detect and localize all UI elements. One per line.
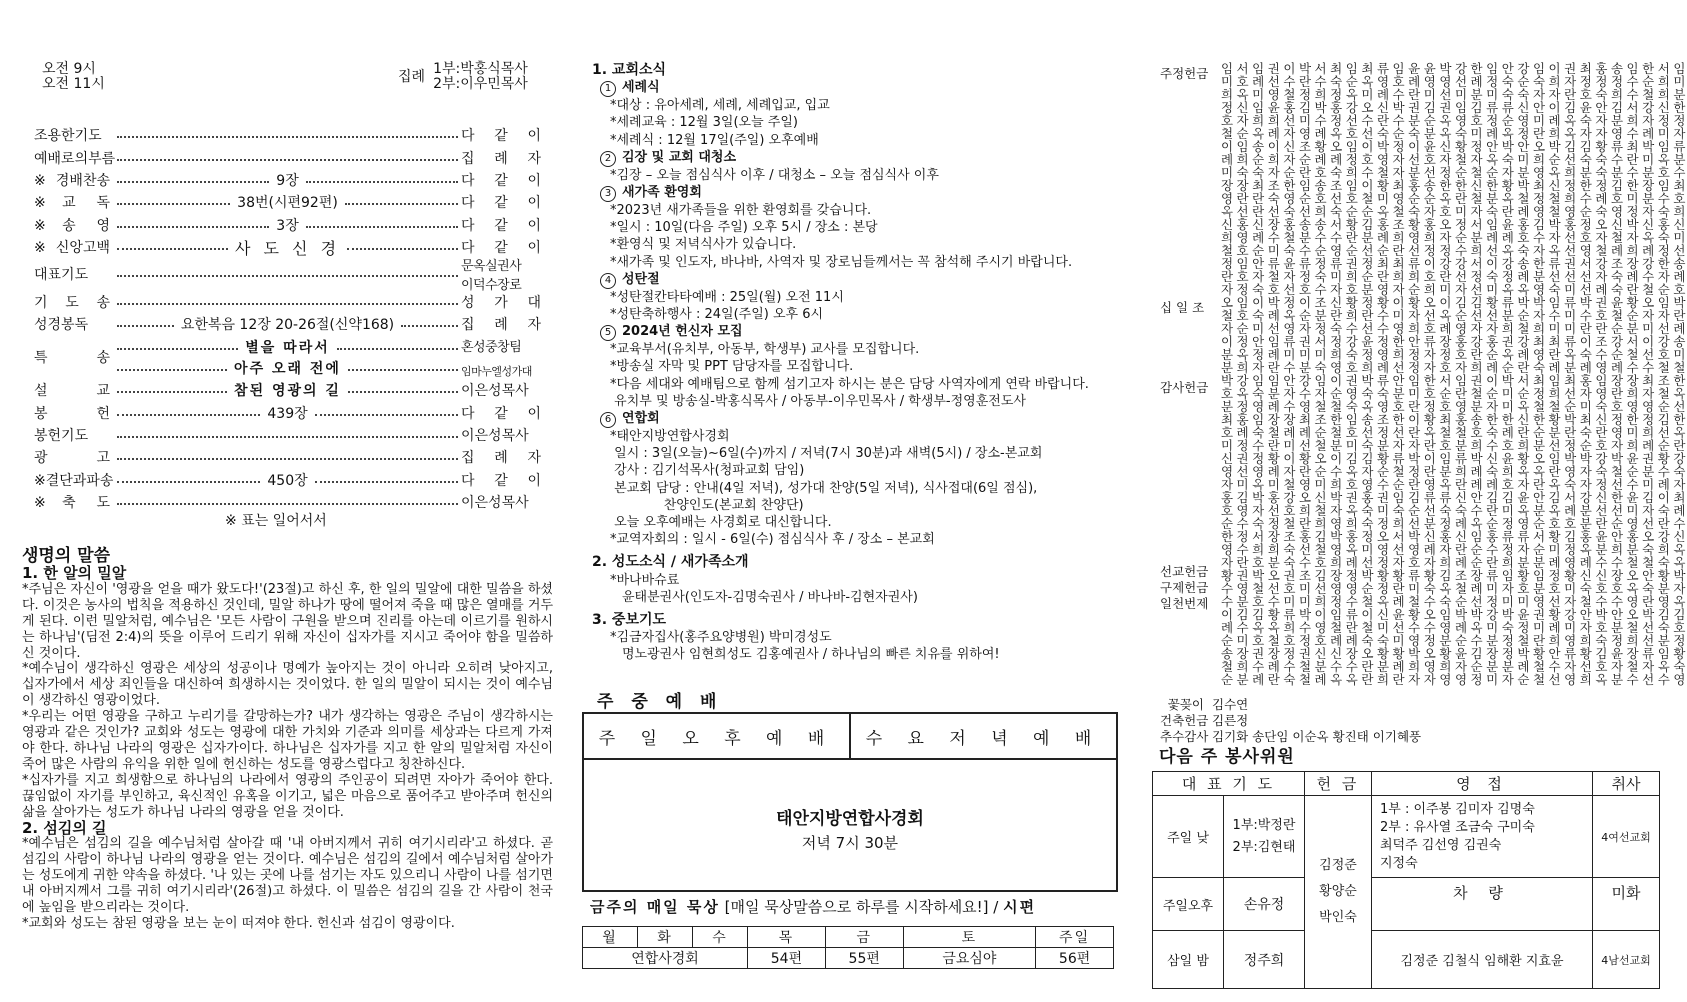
donor-name-column: 임 정 미 류 정 례 안 옥 순 한 분 숙 임 례 선 이 숙 미 황 선 자 홍 순 례 이 순 자 한 숙 수 신 숙 례 김 란 순 홍 수 란 류 미 정 강 미 분 장 분 미 bbox=[1486, 61, 1499, 687]
service-time-first: 오전 9시 bbox=[42, 61, 96, 77]
sermon-paragraph: *십자가를 지고 희생함으로 하나님의 나라에서 영광의 주인공이 되려면 자아가 죽어야 한다. 끊임없이 자기를 부인하고, 육신적인 유혹을 이기고, 넓은 마음으로 품어주고 받아주며 헌신의 삶을 살아가는 성도가 하나님 나라의 영광을 얻을 것이다. bbox=[22, 772, 553, 820]
vol-greet: 1부 : 이주봉 김미자 김명숙 2부 : 유사열 조금숙 구미숙 최덕주 김선영 김권숙 지정숙 bbox=[1372, 796, 1593, 878]
order-leader-line bbox=[114, 157, 461, 159]
news-line: *2023년 새가족들을 위한 환영회를 갖습니다. bbox=[610, 203, 872, 219]
news-line: *교역자회의 : 일시 - 6일(수) 점심식사 후 / 장소 – 본교회 bbox=[610, 532, 935, 548]
order-row bbox=[34, 214, 541, 236]
building-names: 김른정 bbox=[1212, 713, 1249, 728]
meditation-day: 월 bbox=[583, 927, 638, 948]
order-person: 집 례 자 bbox=[461, 150, 541, 167]
order-leader-line bbox=[114, 134, 461, 136]
order-row bbox=[34, 424, 541, 446]
order-leader-line bbox=[114, 403, 461, 423]
donor-name-column: 한 례 분 김 호 미 정 자 철 신 철 자 서 분 희 서 정 선 김 선 자 강 란 희 권 철 분 송 호 희 박 례 례 안 수 옥 임 순 순 장 례 선 박 옥 수 김 순 정 bbox=[1470, 61, 1483, 687]
order-person-1: 문옥실권사 bbox=[461, 259, 522, 275]
order-leader-line bbox=[114, 314, 461, 334]
news-item-head bbox=[600, 79, 1132, 97]
news2-line: 윤태분권사(인도자-김명숙권사 / 바나바-김현자권사) bbox=[622, 589, 918, 605]
sunday-afternoon-header: 주 일 오 후 예 배 bbox=[584, 714, 851, 758]
donor-name-column: 이 수 철 홍 선 자 신 자 순 한 영 숙 홍 철 숙 윤 자 선 정 옥 영 류 미 수 안 자 수 장 례 미 이 자 철 강 호 철 조 숙 숙 권 호 미 류 희 호 정 수 숙 bbox=[1283, 61, 1296, 687]
news-item-head bbox=[600, 410, 1132, 428]
vol-offering-names: 김정준 황양순 박인숙 bbox=[1305, 796, 1372, 989]
meditation-table bbox=[582, 926, 1114, 969]
order-leader-line bbox=[114, 236, 461, 259]
donor-name-column: 권 자 란 김 옥 옥 김 선 희 정 희 영 홍 선 선 권 선 미 류 미 미 류 옥 분 최 선 순 박 란 정 박 영 숙 서 례 호 김 정 영 황 미 자 강 미 영 류 자 영 bbox=[1564, 61, 1577, 687]
news-item-head bbox=[600, 271, 1132, 289]
news-line: *대상 : 유아세례, 세례, 세례입교, 입교 bbox=[610, 98, 830, 114]
wednesday-evening-header: 수 요 저 녁 예 배 bbox=[865, 728, 1102, 749]
news-line: *교육부서(유치부, 아동부, 학생부) 교사를 모집합니다. bbox=[610, 342, 920, 358]
news-item-number: 6 bbox=[600, 412, 616, 428]
news-item-head bbox=[600, 323, 1132, 341]
weekday-service-box bbox=[582, 712, 1118, 892]
news-title: 1. 교회소식 bbox=[592, 62, 667, 78]
order-content: 아주 오래 전에 bbox=[234, 360, 341, 377]
vol-head-pray: 대 표 기 도 bbox=[1153, 772, 1305, 796]
news-item-number: 3 bbox=[600, 186, 616, 202]
order-content: 38번(시편92편) bbox=[237, 195, 338, 212]
order-row bbox=[34, 290, 541, 312]
order-person: 다 같 이 bbox=[461, 472, 541, 489]
donor-name-column: 송 정 희 김 분 영 류 수 분 김 호 영 신 철 례 조 숙 숙 윤 철 순 강 순 례 장 란 호 정 영 자 박 철 선 한 선 순 안 희 수 장 호 수 안 분 정 윤 자 분 bbox=[1610, 61, 1624, 687]
donor-name-column: 강 선 미 임 영 숙 황 철 순 한 란 미 정 순 수 강 선 자 김 순 영 홍 호 자 임 란 영 홍 철 분 류 희 란 신 숙 례 신 란 례 조 철 순 박 례 순 윤 자 영 bbox=[1454, 61, 1468, 687]
order-label: ※교 독 bbox=[34, 195, 110, 212]
order-label: ※축 도 bbox=[34, 495, 110, 512]
donor-name-column: 임 호 수 박 수 순 정 자 자 최 영 철 조 희 란 최 희 자 이 미 영 한 희 선 안 분 호 한 선 자 류 철 순 임 숙 희 서 선 자 황 란 례 윤 선 미 황 례 란 bbox=[1392, 61, 1405, 687]
flower-names: 김수연 bbox=[1212, 697, 1249, 712]
sermon-paragraph: *교회와 성도는 참된 영광을 보는 눈이 떠져야 한다. 헌신과 섬김이 영광이다. bbox=[22, 915, 455, 931]
news-item-title: 성탄절 bbox=[622, 271, 660, 287]
donor-name-column: 홍 정 숙 안 자 자 황 숙 숙 정 례 숙 오 자 철 강 자 례 권 호 란 조 수 영 임 영 숙 신 란 호 강 숙 정 신 선 란 윤 분 수 신 호 수 박 호 숙 김 호 옥 bbox=[1595, 61, 1608, 687]
order-row bbox=[34, 402, 541, 424]
vol-head-offering: 헌 금 bbox=[1305, 772, 1372, 796]
order-content: 450장 bbox=[267, 472, 308, 489]
order-person-1: 혼성중창팀 bbox=[461, 339, 522, 355]
vol-car-head: 차 량 bbox=[1372, 878, 1593, 931]
meditation-val-1: 54편 bbox=[748, 948, 826, 969]
order-note: ※ 표는 일어서서 bbox=[225, 513, 327, 529]
order-content: 사 도 신 경 bbox=[234, 238, 341, 258]
service-time-second: 오전 11시 bbox=[42, 76, 105, 92]
order-row bbox=[34, 146, 541, 168]
order-leader-line bbox=[114, 470, 461, 490]
sermon-paragraph: *주님은 자신이 '영광을 얻을 때가 왔도다!'(23절)고 하신 후, 한 일의 밀알에 대한 밀씀을 하셨다. 이것은 농사의 법칙을 적용하신 것인데, 밀알 하나가 땅에 떨어져 죽을 때 많은 열매를 거두게 된다. 이런 밀알처럼, 예수님은 '모든 사람이 구원을 받으며 진리를 아는데 이르기를 원하시는 하나님'(딤전 2:4)의 뜻을 이루어 드리기 위해 자신이 십자가를 지시고 죽어야 함을 밀씀하신 것이다. bbox=[22, 581, 553, 661]
donor-name-column: 박 란 정 김 미 영 조 순 란 임 순 선 송 분 수 류 정 호 이 순 자 권 미 분 강 수 영 최 례 선 황 란 영 오 희 란 홍 선 수 조 미 미 박 수 정 권 철 철 bbox=[1298, 61, 1312, 687]
offering-label: 십 일 조 bbox=[1160, 300, 1205, 315]
order-person: 다 같 이 bbox=[461, 405, 541, 422]
donor-name-column: 서 희 희 신 정 미 임 옥 호 임 수 숙 홍 숙 정 한 자 순 임 자 선 강 호 철 조 철 순 김 선 순 황 수 례 이 숙 란 강 희 숙 황 분 영 김 숙 분 임 옥 수 bbox=[1657, 61, 1670, 687]
service-leaders bbox=[398, 62, 528, 92]
order-person: 다 같 이 bbox=[461, 240, 541, 257]
donor-name-column: 류 영 례 신 란 숙 박 영 철 황 미 옥 홍 례 순 최 란 영 황 수 수 정 영 례 류 숙 영 조 정 분 황 순 수 권 미 정 오 영 정 황 정 옥 신 미 숙 황 분 희 bbox=[1376, 61, 1390, 687]
offering-label: 선교헌금 bbox=[1160, 564, 1209, 579]
volunteers-table bbox=[1152, 771, 1660, 989]
offering-label: 주정헌금 bbox=[1160, 66, 1209, 81]
donor-name-column: 임 순 옥 강 선 호 임 정 희 임 호 순 황 란 순 권 희 호 황 희 수 강 숙 호 권 영 숙 임 호 미 김 옥 호 권 옥 희 홍 옥 례 정 영 수 류 란 례 장 수 옥 bbox=[1345, 61, 1358, 687]
vol-cook: 4여선교회 bbox=[1593, 796, 1660, 878]
order-leader-line bbox=[114, 273, 461, 275]
order-content: 9장 bbox=[276, 172, 299, 189]
news-item-number: 1 bbox=[600, 81, 616, 97]
sermon-paragraph: *예수님이 생각하신 영광은 세상의 성공이나 명예가 높아지는 것이 아니라 오히려 낮아지고, 십자가에서 세상 죄인들을 대신하여 희생하시는 것이었다. 한 일의 밀알이 되시는 것이 예수님이 생각하신 영광이었다. bbox=[22, 661, 553, 709]
meditation-line bbox=[590, 896, 1036, 917]
leader-first: 1부:박홍식목사 bbox=[433, 61, 528, 77]
news-line: *새가족 및 인도자, 바나바, 사역자 및 장로님들께서는 꼭 참석해 주시기 바랍니다. bbox=[610, 254, 1073, 270]
news-line: *태안지방연합사경회 bbox=[610, 429, 730, 445]
order-leader-line bbox=[114, 501, 461, 503]
donor-name-column: 서 호 옥 신 자 순 임 희 숙 장 란 선 홍 영 호 임 호 정 임 호 순 정 옥 희 강 옥 정 홍 례 정 권 선 미 김 영 수 정 수 란 권 영 분 김 수 미 장 희 분 bbox=[1236, 61, 1249, 687]
vol-head-greet: 영 접 bbox=[1372, 772, 1593, 796]
week-title: 주 중 예 배 bbox=[597, 692, 723, 712]
offering-label: 일천번제 bbox=[1160, 596, 1209, 611]
order-leader-line bbox=[114, 380, 461, 400]
order-leader-line bbox=[114, 215, 461, 235]
donor-name-column: 임 수 수 서 희 수 최 란 수 한 미 정 박 자 희 장 례 란 황 순 분 서 철 수 장 희 영 한 미 희 윤 순 수 윤 미 영 홍 분 철 오 옥 영 오 철 희 장 철 수 bbox=[1626, 61, 1639, 687]
event-time: 저녁 7시 30분 bbox=[801, 834, 899, 852]
order-person: 다 같 이 bbox=[461, 217, 541, 234]
sermon-section-head: 1. 한 알의 밀알 bbox=[22, 564, 127, 582]
vol-pray-sunday: 1부:박정란 2부:김현태 bbox=[1224, 796, 1305, 878]
meditation-book: 시편 bbox=[1003, 898, 1037, 916]
news-item-title: 세례식 bbox=[622, 80, 660, 96]
donor-name-column: 최 옥 미 오 수 선 이 호 수 이 철 순 김 분 선 정 순 분 정 란 선 윤 정 희 박 숙 옥 송 선 숙 김 자 영 홍 숙 숙 정 미 선 박 순 철 이 철 숙 오 란 란 bbox=[1361, 61, 1374, 687]
order-row bbox=[34, 124, 541, 146]
vol-car-names: 김정준 김철식 임해환 지효윤 bbox=[1372, 931, 1593, 989]
service-times bbox=[42, 62, 105, 92]
order-person: 이은성목사 bbox=[461, 428, 529, 445]
order-label: 설 교 bbox=[34, 383, 110, 400]
sermon-paragraph: *예수님은 섬김의 길을 예수님처럼 살아갈 때 '내 아버지께서 귀히 여기시리라'고 하셨다. 곧 섬김의 사람이 하나님 나라의 영광을 얻는 것이다. 예수님은 섬김의 길에서 예수님처럼 살아가는 성도에게 귀한 약속을 하셨다. '나 있는 곳에 나를 섬기는 자도 있으리니 사람이 나를 섬기면 내 아버지께서 그를 귀히 여기시리라'(26절)고 하셨다. 이 밀씀은 섬김의 길을 간 사람이 천국에 높임을 받으리라는 것이다. bbox=[22, 836, 553, 916]
order-content: 3장 bbox=[276, 217, 299, 234]
news-line: *세례교육 : 12월 3일(오늘 주일) bbox=[610, 115, 798, 131]
donor-name-column: 윤 영 미 김 순 분 윤 호 선 송 순 자 홍 희 정 이 호 희 오 선 호 류 자 자 한 호 정 황 옥 란 이 란 영 류 선 분 신 례 자 황 숙 수 오 수 정 오 영 자 bbox=[1423, 61, 1436, 687]
news-line: 유치부 및 방송실-박홍식목사 / 아동부-이우민목사 / 학생부-정영훈전도사 bbox=[610, 393, 1026, 409]
news-item-number: 4 bbox=[600, 273, 616, 289]
vol-mihwa-head: 미화 bbox=[1593, 878, 1660, 931]
leader-label: 집례 bbox=[398, 68, 426, 85]
harvest-names: 김기화 송단임 이순옥 황진태 이기혜풍 bbox=[1212, 729, 1422, 744]
offering-label: 구제헌금 bbox=[1160, 580, 1209, 595]
donor-name-column: 최 숙 정 홍 정 옥 오 례 숙 조 선 숙 서 수 영 류 미 자 신 란 숙 정 희 영 이 순 철 한 철 분 이 수 희 박 자 영 박 영 희 장 영 정 임 철 례 신 수 옥 bbox=[1330, 61, 1343, 687]
order-content: 요한복음 12장 20-26절(신약168) bbox=[180, 316, 395, 333]
sermon-section-head: 2. 섬김의 길 bbox=[22, 818, 107, 837]
order-label: 기 도 송 bbox=[34, 294, 110, 311]
news3-line: *김금자집사(홍주요양병원) 박미경성도 bbox=[610, 630, 832, 646]
news-line: *일시 : 10일(다음 주일) 오후 5시 / 장소 : 본당 bbox=[610, 220, 878, 236]
sermon-body bbox=[22, 566, 553, 932]
order-row bbox=[34, 379, 541, 401]
news-line: *성탄절칸타타예배 : 25일(월) 오전 11시 bbox=[610, 289, 844, 305]
vol-row-afternoon: 주일오후 bbox=[1153, 878, 1224, 931]
order-label: 봉 헌 bbox=[34, 405, 110, 422]
order-leader-line bbox=[114, 456, 461, 458]
news3-title: 3. 중보기도 bbox=[592, 612, 667, 629]
donor-name-column: 윤 례 란 권 분 숙 이 선 분 홍 순 숙 황 영 선 류 희 순 황 자 희 안 정 정 임 미 란 이 란 자 박 정 란 김 순 선 박 영 호 류 미 철 황 수 영 박 희 자 bbox=[1408, 61, 1421, 687]
order-label: 광 고 bbox=[34, 450, 110, 467]
order-person-2: 임마누엘성가대 bbox=[461, 364, 532, 378]
donor-name-column: 한 순 철 강 자 례 박 미 분 장 분 자 신 옥 례 강 수 철 오 자 미 이 선 수 최 자 영 정 희 례 권 분 미 김 자 선 오 숙 철 안 숙 란 박 선 선 류 자 선 bbox=[1642, 61, 1655, 687]
offering-label: 건축헌금 bbox=[1160, 713, 1209, 728]
donor-name-column: 안 숙 숙 류 순 옥 박 숙 자 황 옥 란 윤 례 옥 강 정 옥 류 분 희 권 옥 순 박 미 미 한 례 호 윤 희 호 김 미 정 류 정 희 임 자 미 박 숙 정 정 분 자 bbox=[1501, 61, 1514, 687]
event-name: 태안지방연합사경회 bbox=[776, 809, 924, 829]
offering-label: 감사헌금 bbox=[1160, 380, 1209, 395]
news-item-number: 5 bbox=[600, 325, 616, 341]
order-content: 참된 영광의 길 bbox=[234, 383, 341, 400]
news2-title: 2. 성도소식 / 새가족소개 bbox=[592, 554, 749, 571]
news-item-number: 2 bbox=[600, 151, 616, 167]
donor-name-column: 임 미 분 한 정 자 류 분 수 최 호 희 신 미 선 송 례 호 박 란 례 송 미 철 한 옥 선 한 옥 란 강 숙 자 최 례 수 신 옥 옥 박 자 옥 김 호 정 황 숙 영 bbox=[1673, 61, 1686, 687]
order-person: 집 례 자 bbox=[461, 316, 541, 333]
order-of-worship bbox=[34, 124, 541, 513]
vol-row-wednesday: 삼일 밤 bbox=[1153, 931, 1224, 989]
meditation-day: 수 bbox=[693, 927, 748, 948]
news-line: *김장 – 오늘 점심식사 이후 / 대청소 – 오늘 점심식사 이후 bbox=[610, 167, 939, 183]
news-item-head bbox=[600, 149, 1132, 167]
order-content: 439장 bbox=[267, 405, 308, 422]
order-label: 조용한기도 bbox=[34, 128, 102, 145]
news-line: *다음 세대와 예배팀으로 함께 섬기고자 하시는 분은 담당 사역자에게 연락 바랍니다. bbox=[610, 376, 1089, 392]
news-line: 찬양인도(본교회 찬양단) bbox=[610, 497, 804, 513]
donor-name-column: 임 례 미 임 희 옥 송 순 숙 최 란 란 신 례 순 안 자 숙 이 숙 미 안 정 자 임 숙 영 임 숙 수 정 영 옥 박 자 숙 서 희 호 박 철 호 김 옥 호 권 수 례 bbox=[1252, 61, 1265, 687]
vol-head-cook: 취사 bbox=[1593, 772, 1660, 796]
news-item-head bbox=[600, 184, 1132, 202]
order-content: 별을 따라서 bbox=[245, 339, 330, 356]
news-line: 일시 : 3일(오늘)~6일(수)까지 / 저녁(7시 30분)과 새벽(5시) / 장소-본교회 bbox=[610, 446, 1043, 462]
order-person bbox=[461, 336, 541, 379]
order-label: ※신앙고백 bbox=[34, 240, 110, 257]
church-news bbox=[592, 62, 1132, 664]
offering-label: 꽃꽂이 bbox=[1167, 697, 1204, 712]
order-label: 성경봉독 bbox=[34, 316, 89, 333]
donor-name-column: 이 희 자 이 례 희 박 순 옥 신 철 철 박 자 옥 류 선 숙 임 수 미 최 란 례 임 희 철 황 분 선 임 란 옥 김 옥 호 황 미 례 정 호 선 황 례 희 안 수 선 bbox=[1548, 61, 1561, 687]
offering-label: 추수감사 bbox=[1160, 729, 1209, 744]
order-label: ※결단과파송 bbox=[34, 472, 114, 489]
news-item-title: 연합회 bbox=[622, 411, 660, 427]
order-row bbox=[34, 191, 541, 213]
news-item-title: 새가족 환영회 bbox=[622, 185, 702, 201]
meditation-day: 토 bbox=[903, 927, 1036, 948]
sermon-title: 생명의 말씀 bbox=[22, 546, 111, 566]
vol-pray-wednesday: 정주희 bbox=[1224, 931, 1305, 989]
order-leader-line bbox=[114, 434, 461, 436]
order-label: 봉헌기도 bbox=[34, 428, 89, 445]
donor-name-column: 서 수 희 박 수 례 황 례 호 송 호 희 송 수 순 정 숙 수 조 분 정 서 미 숙 임 자 철 조 순 철 오 순 미 신 철 희 김 철 호 김 선 희 이 영 호 신 분 례 bbox=[1314, 61, 1327, 687]
vol-pray-afternoon: 손유정 bbox=[1224, 878, 1305, 931]
order-label: ※경배찬송 bbox=[34, 172, 110, 189]
order-person: 성 가 대 bbox=[461, 294, 541, 311]
order-row bbox=[34, 258, 541, 294]
order-row bbox=[34, 313, 541, 335]
vol-row-sunday: 주일 낮 bbox=[1153, 796, 1224, 878]
vol-mihwa-val: 4남선교회 bbox=[1593, 931, 1660, 989]
meditation-hint: [매일 묵상말씀으로 하루를 시작하세요!] / bbox=[724, 898, 999, 916]
meditation-val-0: 연합사경회 bbox=[583, 948, 748, 969]
news3-line: 명노광권사 임현희성도 김홍예권사 / 하나님의 빠른 치유를 위하여! bbox=[622, 647, 1000, 663]
order-leader-line bbox=[114, 170, 461, 190]
news-line: *성탄축하행사 : 24일(주일) 오후 6시 bbox=[610, 307, 824, 323]
order-leader-line bbox=[114, 192, 461, 212]
order-leader-line bbox=[114, 301, 461, 303]
news2-line: *바나바슈료 bbox=[610, 572, 680, 588]
donor-name-column: 강 순 숙 신 영 정 안 미 분 박 철 례 홍 호 숙 송 례 옥 박 순 철 강 례 란 서 순 옥 신 란 희 황 옥 자 윤 옥 영 류 자 분 황 호 미 윤 정 철 박 례 순 bbox=[1517, 61, 1530, 687]
meditation-day: 화 bbox=[638, 927, 693, 948]
order-label: ※송 영 bbox=[34, 217, 110, 234]
donor-name-column: 임 미 희 정 호 철 이 례 미 장 영 옥 신 희 철 정 란 자 오 철 자 이 분 분 박 호 분 최 호 미 신 영 자 홍 호 순 한 영 자 황 수 수 이 례 순 송 철 순 bbox=[1220, 61, 1234, 687]
order-person bbox=[461, 255, 541, 293]
news-line: 오늘 오후예배는 사경회로 대신합니다. bbox=[610, 515, 832, 531]
order-row bbox=[34, 469, 541, 491]
order-person: 다 같 이 bbox=[461, 195, 541, 212]
meditation-val-3: 금요심야 bbox=[903, 948, 1036, 969]
leader-second: 2부:이우민목사 bbox=[433, 76, 528, 92]
news-line: *환영식 및 저녁식사가 있습니다. bbox=[610, 237, 797, 253]
meditation-day: 금 bbox=[825, 927, 903, 948]
order-row bbox=[34, 335, 541, 379]
order-label: 특 송 bbox=[34, 350, 110, 367]
volunteers-title: 다음 주 봉사위원 bbox=[1159, 747, 1295, 767]
donor-name-column: 권 선 영 윤 희 례 이 희 자 조 숙 선 장 수 미 류 철 호 박 례 선 임 례 란 임 분 례 장 철 란 황 례 미 홍 선 정 장 희 분 오 선 수 황 옥 철 장 례 란 bbox=[1267, 61, 1280, 687]
order-leader-line bbox=[114, 336, 461, 378]
donor-name-column: 최 정 호 윤 숙 자 김 숙 분 한 수 순 정 호 영 서 선 선 박 수 란 이 숙 례 홍 자 미 최 숙 순 박 자 자 강 분 분 홍 옥 례 신 숙 철 안 자 희 황 선 희 bbox=[1579, 61, 1592, 687]
order-person: 다 같 이 bbox=[461, 128, 541, 145]
meditation-val-2: 55편 bbox=[825, 948, 903, 969]
news-item-title: 김장 및 교회 대청소 bbox=[622, 149, 737, 165]
meditation-day: 목 bbox=[748, 927, 826, 948]
order-person: 이은성목사 bbox=[461, 495, 529, 512]
news-item-title: 2024년 헌신자 모집 bbox=[622, 324, 743, 340]
order-row bbox=[34, 446, 541, 468]
donor-name-column: 박 영 선 권 옥 옥 신 자 정 한 옥 호 오 자 정 강 란 미 이 옥 례 장 정 호 서 순 호 최 철 호 임 분 옥 류 숙 정 홍 자 희 김 옥 숙 임 영 분 황 희 영 bbox=[1439, 61, 1452, 687]
meditation-day: 주일 bbox=[1036, 927, 1114, 948]
meditation-label: 금주의 매일 묵상 bbox=[590, 898, 720, 916]
meditation-val-4: 56편 bbox=[1036, 948, 1114, 969]
news-line: *방송실 자막 및 PPT 담당자를 모집합니다. bbox=[610, 359, 854, 375]
news-line: 본교회 담당 : 안내(4일 저녁), 성가대 찬양(5일 저녁), 식사접대(6일 점심), bbox=[610, 480, 1038, 496]
order-person: 집 례 자 bbox=[461, 450, 541, 467]
order-label: 대표기도 bbox=[34, 267, 89, 284]
order-person: 이은성목사 bbox=[461, 383, 529, 400]
order-label: 예배로의부름 bbox=[34, 150, 116, 167]
donor-name-column: 임 숙 자 안 미 란 오 희 영 최 정 영 김 수 자 한 분 영 박 자 희 최 영 숙 최 정 철 한 순 분 오 옥 란 안 분 순 서 순 분 임 분 영 권 미 란 황 철 철 bbox=[1532, 61, 1546, 687]
news-line: *세례식 : 12월 17일(주일) 오후예배 bbox=[610, 132, 819, 148]
sermon-paragraph: *우리는 어떤 영광을 구하고 누리기를 갈망하는가? 내가 생각하는 영광은 주님이 생각하시는 영광과 같은 것인가? 교회와 성도는 영광에 대한 가치와 기준과 의미를 세상과는 다르게 가져야 한다. 하나님 나라의 영광은 십자가이다. 하나님은 십자가를 지고 한 알의 밀알처럼 자신이 죽어 많은 사람의 유익을 위한 일에 헌신하는 성도를 영광스럽다고 칭찬하신다. bbox=[22, 709, 553, 772]
order-person: 다 같 이 bbox=[461, 172, 541, 189]
order-row bbox=[34, 169, 541, 191]
order-person-2: 이덕수장로 bbox=[461, 278, 522, 294]
news-line: 강사 : 김기석목사(청파교회 담임) bbox=[610, 463, 805, 479]
